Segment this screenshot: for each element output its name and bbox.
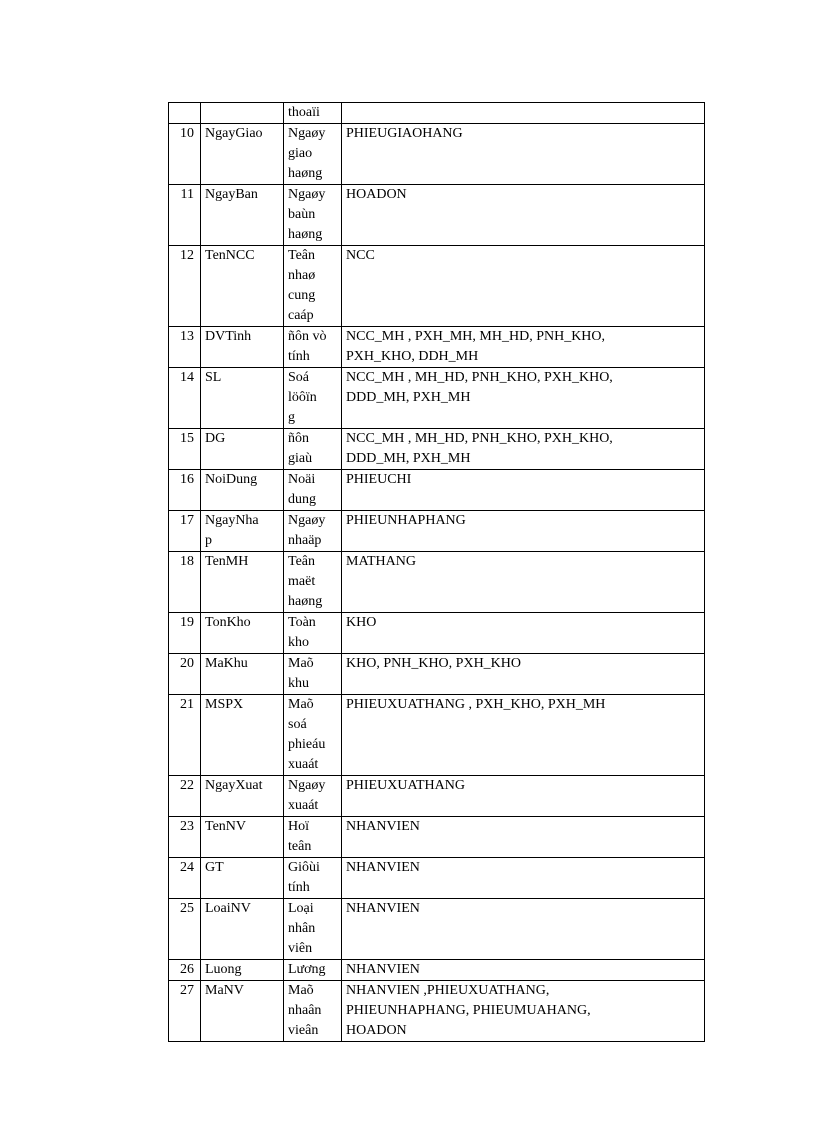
description-line: Teân [288, 554, 316, 569]
related-tables [342, 246, 705, 327]
related-tables [342, 654, 705, 695]
field-description [284, 511, 342, 552]
description-line: Ngaøy [288, 187, 326, 202]
tables-line: NCC_MH , PXH_MH, MH_HD, PNH_KHO, [346, 329, 606, 344]
description-line: Loại [288, 901, 314, 916]
description-line: Maõ [288, 983, 314, 998]
field-description [284, 368, 342, 429]
table-row [169, 552, 705, 613]
description-line: soá [288, 717, 307, 732]
field-name-text: NgayGiao [205, 126, 263, 141]
table-row [169, 124, 705, 185]
description-line: xuaát [288, 798, 319, 813]
field-name [201, 327, 284, 368]
tables-line: MATHANG [346, 554, 416, 569]
field-name [201, 960, 284, 981]
description-line: Toàn [288, 615, 316, 630]
table-row [169, 817, 705, 858]
description-line: nhaân [288, 1003, 322, 1018]
related-tables [342, 858, 705, 899]
table-row [169, 103, 705, 124]
field-name [201, 511, 284, 552]
tables-line: NHANVIEN [346, 901, 420, 916]
data-dictionary-table [168, 102, 705, 1042]
related-tables [342, 695, 705, 776]
description-line: ñôn vò [288, 329, 327, 344]
tables-line: NHANVIEN ,PHIEUXUATHANG, [346, 983, 550, 998]
tables-line: KHO, PNH_KHO, PXH_KHO [346, 656, 522, 671]
field-name-text: GT [205, 860, 224, 875]
field-name [201, 185, 284, 246]
table-row [169, 695, 705, 776]
tables-line: DDD_MH, PXH_MH [346, 451, 471, 466]
tables-line: HOADON [346, 187, 407, 202]
field-description [284, 654, 342, 695]
related-tables [342, 981, 705, 1042]
description-line: dung [288, 492, 316, 507]
field-name [201, 552, 284, 613]
field-name-text: MaKhu [205, 656, 248, 671]
field-name-text: p [205, 533, 212, 548]
related-tables [342, 817, 705, 858]
field-name-text: MaNV [205, 983, 244, 998]
field-name-text: TenNV [205, 819, 247, 834]
description-line: Hoï [288, 819, 309, 834]
description-line: nhaäp [288, 533, 322, 548]
field-description [284, 327, 342, 368]
field-name [201, 654, 284, 695]
table-row [169, 470, 705, 511]
field-name-text: MSPX [205, 697, 244, 712]
related-tables [342, 327, 705, 368]
field-name [201, 613, 284, 654]
table-row [169, 654, 705, 695]
table-row [169, 960, 705, 981]
description-line: g [288, 410, 295, 425]
row-number: 25 [169, 899, 201, 960]
related-tables [342, 960, 705, 981]
table-row [169, 429, 705, 470]
field-name [201, 981, 284, 1042]
description-line: tính [288, 349, 310, 364]
field-description [284, 981, 342, 1042]
field-description [284, 552, 342, 613]
description-line: Soá [288, 370, 309, 385]
description-line: cung [288, 288, 316, 303]
row-number: 22 [169, 776, 201, 817]
related-tables [342, 613, 705, 654]
row-number: 12 [169, 246, 201, 327]
field-name-text: Luong [205, 962, 242, 977]
row-number: 14 [169, 368, 201, 429]
description-line: Giôùi [288, 860, 320, 875]
tables-line: PHIEUXUATHANG [346, 778, 465, 793]
row-number: 10 [169, 124, 201, 185]
description-line: tính [288, 880, 310, 895]
description-line: haøng [288, 166, 323, 181]
field-name [201, 368, 284, 429]
field-name [201, 124, 284, 185]
description-line: Lương [288, 962, 326, 977]
field-description [284, 470, 342, 511]
row-number [169, 103, 201, 124]
description-line: xuaát [288, 757, 319, 772]
row-number: 21 [169, 695, 201, 776]
field-description [284, 613, 342, 654]
row-number: 27 [169, 981, 201, 1042]
tables-line: PHIEUNHAPHANG, PHIEUMUAHANG, [346, 1003, 591, 1018]
description-line: Ngaøy [288, 513, 326, 528]
field-name-text: LoaiNV [205, 901, 251, 916]
table-row [169, 899, 705, 960]
description-line: nhân [288, 921, 316, 936]
field-description [284, 429, 342, 470]
field-name [201, 776, 284, 817]
table-row [169, 776, 705, 817]
field-name [201, 470, 284, 511]
related-tables [342, 429, 705, 470]
tables-line: NHANVIEN [346, 819, 420, 834]
related-tables [342, 103, 705, 124]
row-number: 13 [169, 327, 201, 368]
description-line: phieáu [288, 737, 326, 752]
description-line: Ngaøy [288, 126, 326, 141]
related-tables [342, 511, 705, 552]
field-description [284, 960, 342, 981]
field-name [201, 858, 284, 899]
row-number: 15 [169, 429, 201, 470]
description-line: teân [288, 839, 312, 854]
tables-line: NCC [346, 248, 375, 263]
field-description [284, 899, 342, 960]
row-number: 26 [169, 960, 201, 981]
field-name-text: TenNCC [205, 248, 255, 263]
description-line: thoaïi [288, 105, 320, 120]
table-body [169, 103, 705, 1042]
row-number: 20 [169, 654, 201, 695]
table-row [169, 511, 705, 552]
table-row [169, 327, 705, 368]
table-row [169, 185, 705, 246]
field-name-text: TonKho [205, 615, 251, 630]
description-line: nhaø [288, 268, 316, 283]
field-description [284, 817, 342, 858]
field-name-text: DG [205, 431, 226, 446]
field-description [284, 695, 342, 776]
tables-line: KHO [346, 615, 377, 630]
row-number: 24 [169, 858, 201, 899]
table-row [169, 613, 705, 654]
related-tables [342, 899, 705, 960]
field-name [201, 695, 284, 776]
related-tables [342, 470, 705, 511]
field-description [284, 246, 342, 327]
related-tables [342, 776, 705, 817]
description-line: giaù [288, 451, 313, 466]
row-number: 16 [169, 470, 201, 511]
field-description [284, 776, 342, 817]
tables-line: NCC_MH , MH_HD, PNH_KHO, PXH_KHO, [346, 431, 613, 446]
related-tables [342, 185, 705, 246]
description-line: vieân [288, 1023, 319, 1038]
tables-line: PHIEUGIAOHANG [346, 126, 463, 141]
description-line: haøng [288, 227, 323, 242]
field-name [201, 817, 284, 858]
field-description [284, 858, 342, 899]
table-row [169, 246, 705, 327]
tables-line: PHIEUCHI [346, 472, 412, 487]
field-name-text: NgayXuat [205, 778, 263, 793]
row-number: 17 [169, 511, 201, 552]
field-name-text: NoiDung [205, 472, 258, 487]
description-line: Teân [288, 248, 316, 263]
tables-line: HOADON [346, 1023, 407, 1038]
field-description [284, 103, 342, 124]
related-tables [342, 124, 705, 185]
tables-line: DDD_MH, PXH_MH [346, 390, 471, 405]
table-row [169, 858, 705, 899]
description-line: ñôn [288, 431, 309, 446]
description-line: giao [288, 146, 313, 161]
row-number: 19 [169, 613, 201, 654]
description-line: baùn [288, 207, 316, 222]
related-tables [342, 552, 705, 613]
description-line: khu [288, 676, 309, 691]
description-line: kho [288, 635, 309, 650]
related-tables [342, 368, 705, 429]
field-name-text: SL [205, 370, 222, 385]
table-row [169, 368, 705, 429]
tables-line: NCC_MH , MH_HD, PNH_KHO, PXH_KHO, [346, 370, 613, 385]
field-name-text: DVTinh [205, 329, 252, 344]
table-row [169, 981, 705, 1042]
tables-line: NHANVIEN [346, 962, 420, 977]
field-name-text: TenMH [205, 554, 249, 569]
field-name-text: NgayBan [205, 187, 258, 202]
row-number: 11 [169, 185, 201, 246]
field-name [201, 429, 284, 470]
field-name-text: NgayNha [205, 513, 259, 528]
description-line: haøng [288, 594, 323, 609]
description-line: Ngaøy [288, 778, 326, 793]
row-number: 18 [169, 552, 201, 613]
description-line: Maõ [288, 656, 314, 671]
row-number: 23 [169, 817, 201, 858]
tables-line: NHANVIEN [346, 860, 420, 875]
tables-line: PHIEUXUATHANG , PXH_KHO, PXH_MH [346, 697, 606, 712]
tables-line: PXH_KHO, DDH_MH [346, 349, 479, 364]
description-line: Noäi [288, 472, 316, 487]
description-line: maët [288, 574, 316, 589]
description-line: caáp [288, 308, 314, 323]
description-line: Maõ [288, 697, 314, 712]
field-description [284, 185, 342, 246]
field-name [201, 103, 284, 124]
description-line: viên [288, 941, 313, 956]
field-name [201, 899, 284, 960]
tables-line: PHIEUNHAPHANG [346, 513, 466, 528]
field-description [284, 124, 342, 185]
field-name [201, 246, 284, 327]
description-line: löôïn [288, 390, 317, 405]
